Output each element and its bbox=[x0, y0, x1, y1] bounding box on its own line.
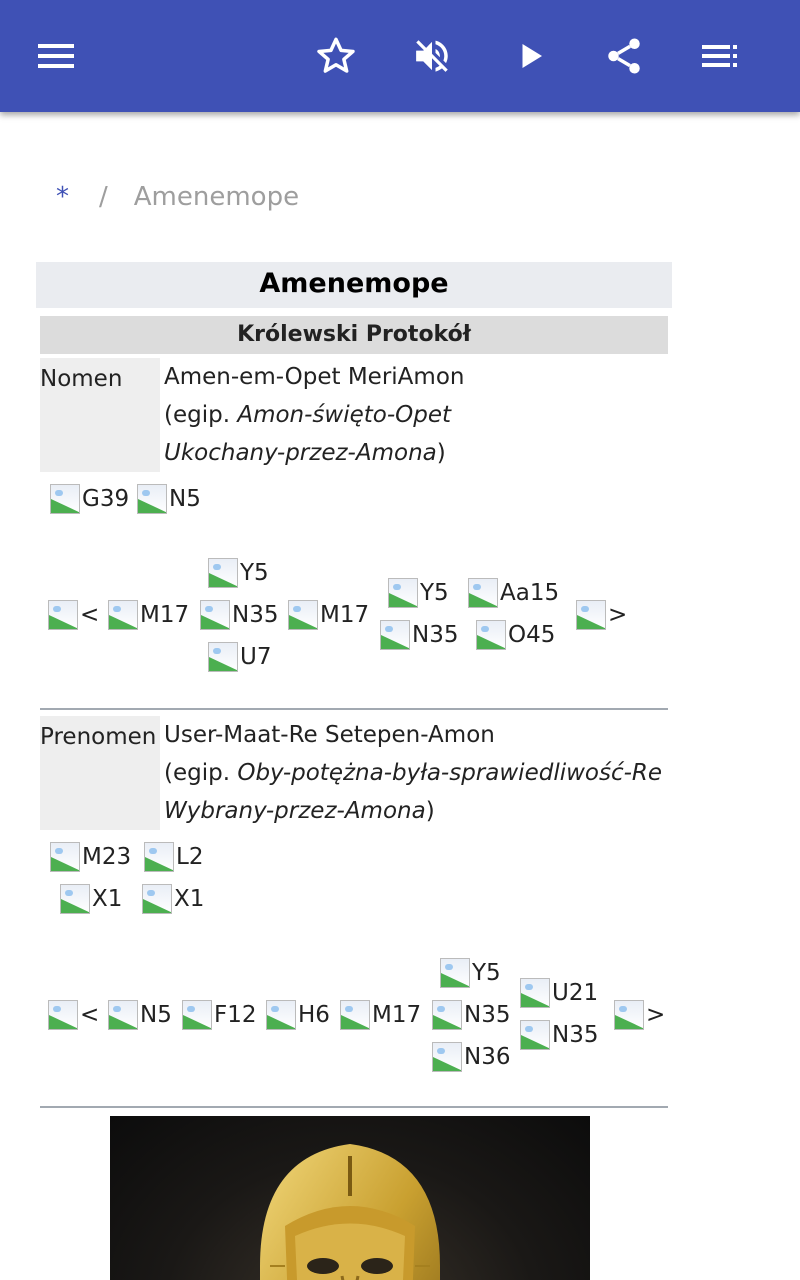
nomen-hieroglyphs bbox=[36, 472, 672, 710]
divider bbox=[40, 708, 668, 710]
hieroglyph: N35 bbox=[200, 600, 278, 630]
nomen-value bbox=[160, 358, 668, 472]
prenomen-value bbox=[160, 716, 668, 830]
hieroglyph: N5 bbox=[137, 484, 201, 514]
hieroglyph: X1 bbox=[60, 884, 122, 914]
nomen-name: Amen-em-Opet MeriAmon bbox=[164, 364, 465, 390]
nomen-label: Nomen bbox=[40, 358, 160, 472]
play-icon[interactable] bbox=[506, 32, 554, 80]
hieroglyph: M17 bbox=[340, 1000, 421, 1030]
broken-image-icon bbox=[388, 578, 418, 608]
prenomen-name: User-Maat-Re Setepen-Amon bbox=[164, 722, 495, 748]
hieroglyph: H6 bbox=[266, 1000, 330, 1030]
nomen-row bbox=[40, 358, 668, 472]
breadcrumb-home-link[interactable]: * bbox=[56, 182, 69, 212]
broken-image-icon bbox=[108, 600, 138, 630]
hieroglyph: > bbox=[614, 1000, 665, 1030]
hieroglyph: U21 bbox=[520, 978, 598, 1008]
app-toolbar bbox=[0, 0, 800, 112]
breadcrumb-separator: / bbox=[99, 182, 108, 212]
article-content bbox=[0, 112, 800, 1280]
hieroglyph: < bbox=[48, 600, 99, 630]
hieroglyph: N35 bbox=[520, 1020, 598, 1050]
broken-image-icon bbox=[208, 558, 238, 588]
hieroglyph: N5 bbox=[108, 1000, 172, 1030]
hieroglyph: U7 bbox=[208, 642, 271, 672]
broken-image-icon bbox=[288, 600, 318, 630]
hieroglyph: F12 bbox=[182, 1000, 257, 1030]
prenomen-hieroglyphs bbox=[36, 830, 672, 1100]
list-icon[interactable] bbox=[696, 32, 744, 80]
hieroglyph: L2 bbox=[144, 842, 203, 872]
broken-image-icon bbox=[60, 884, 90, 914]
broken-image-icon bbox=[576, 600, 606, 630]
hieroglyph: > bbox=[576, 600, 627, 630]
nomen-meaning-line bbox=[164, 396, 668, 434]
prenomen-meaning-suffix: ) bbox=[425, 798, 435, 824]
nomen-meaning-1: Amon-święto-Opet bbox=[237, 402, 452, 428]
broken-image-icon bbox=[142, 884, 172, 914]
broken-image-icon bbox=[48, 1000, 78, 1030]
broken-image-icon bbox=[200, 600, 230, 630]
prenomen-meaning-2: Wybrany-przez-Amona bbox=[164, 798, 426, 824]
broken-image-icon bbox=[476, 620, 506, 650]
share-icon[interactable] bbox=[600, 32, 648, 80]
broken-image-icon bbox=[182, 1000, 212, 1030]
broken-image-icon bbox=[137, 484, 167, 514]
nomen-meaning-2: Ukochany-przez-Amona bbox=[164, 440, 437, 466]
prenomen-meaning-line-2 bbox=[164, 792, 668, 830]
broken-image-icon bbox=[614, 1000, 644, 1030]
prenomen-meaning-prefix: (egip. bbox=[164, 760, 238, 786]
hieroglyph: M17 bbox=[288, 600, 369, 630]
broken-image-icon bbox=[50, 842, 80, 872]
broken-image-icon bbox=[144, 842, 174, 872]
hieroglyph: Y5 bbox=[208, 558, 269, 588]
amenemope-mask-photo[interactable] bbox=[110, 1116, 590, 1280]
nomen-meaning-suffix: ) bbox=[436, 440, 446, 466]
prenomen-meaning-line bbox=[164, 754, 668, 792]
broken-image-icon bbox=[440, 958, 470, 988]
hieroglyph: < bbox=[48, 1000, 99, 1030]
hieroglyph: Aa15 bbox=[468, 578, 559, 608]
nomen-meaning-prefix: (egip. bbox=[164, 402, 238, 428]
broken-image-icon bbox=[380, 620, 410, 650]
divider bbox=[40, 1106, 668, 1108]
prenomen-row bbox=[40, 716, 668, 830]
star-outline-icon[interactable] bbox=[312, 32, 360, 80]
hieroglyph: N36 bbox=[432, 1042, 510, 1072]
volume-off-icon[interactable] bbox=[408, 32, 456, 80]
broken-image-icon bbox=[468, 578, 498, 608]
menu-icon[interactable] bbox=[32, 32, 80, 80]
broken-image-icon bbox=[520, 1020, 550, 1050]
infobox-subtitle: Królewski Protokół bbox=[40, 316, 668, 354]
hieroglyph: G39 bbox=[50, 484, 129, 514]
hieroglyph: N35 bbox=[432, 1000, 510, 1030]
broken-image-icon bbox=[208, 642, 238, 672]
hieroglyph: N35 bbox=[380, 620, 458, 650]
broken-image-icon bbox=[48, 600, 78, 630]
broken-image-icon bbox=[432, 1000, 462, 1030]
broken-image-icon bbox=[432, 1042, 462, 1072]
infobox bbox=[36, 262, 672, 1070]
infobox-title: Amenemope bbox=[36, 262, 672, 308]
broken-image-icon bbox=[340, 1000, 370, 1030]
broken-image-icon bbox=[520, 978, 550, 1008]
hieroglyph: M23 bbox=[50, 842, 131, 872]
breadcrumb bbox=[56, 182, 299, 212]
prenomen-meaning-1: Oby-potężna-była-sprawiedliwość-Re bbox=[237, 760, 663, 786]
broken-image-icon bbox=[50, 484, 80, 514]
broken-image-icon bbox=[266, 1000, 296, 1030]
hieroglyph: O45 bbox=[476, 620, 555, 650]
hieroglyph: Y5 bbox=[388, 578, 449, 608]
nomen-meaning-line-2 bbox=[164, 434, 668, 472]
prenomen-label: Prenomen bbox=[40, 716, 160, 830]
gold-mask-illustration bbox=[110, 1116, 590, 1280]
hieroglyph: M17 bbox=[108, 600, 189, 630]
broken-image-icon bbox=[108, 1000, 138, 1030]
breadcrumb-current: Amenemope bbox=[133, 182, 300, 212]
hieroglyph: Y5 bbox=[440, 958, 501, 988]
hieroglyph: X1 bbox=[142, 884, 204, 914]
